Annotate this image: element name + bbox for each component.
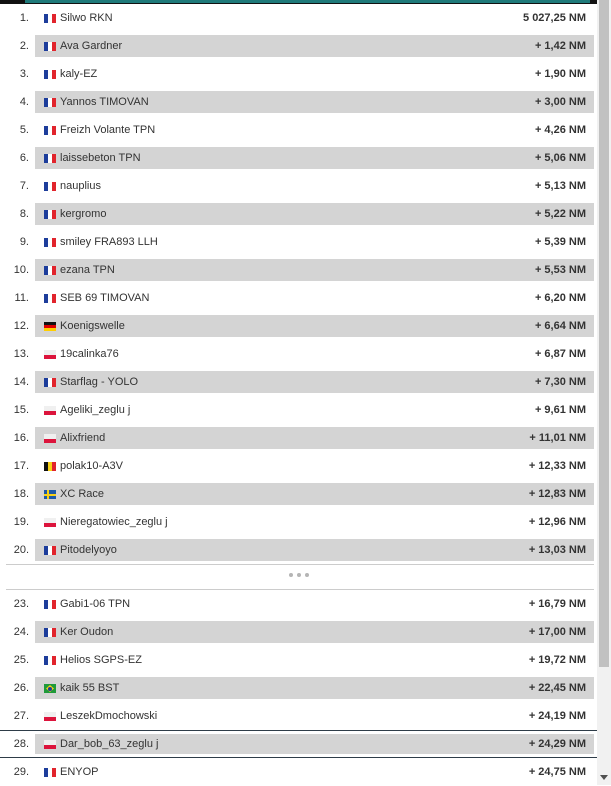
rank-number: 8. (19, 208, 29, 220)
boat-name[interactable]: ezana TPN (60, 264, 115, 276)
germany-flag-icon (44, 322, 56, 331)
distance-value: + 6,20 NM (534, 292, 586, 304)
boat-name[interactable]: Koenigswelle (60, 320, 125, 332)
row-background (35, 63, 594, 85)
boat-name[interactable]: Ageliki_zeglu j (60, 404, 131, 416)
distance-value: + 11,01 NM (529, 432, 586, 444)
scrollbar-thumb[interactable] (599, 0, 609, 667)
boat-name[interactable]: nauplius (60, 180, 101, 192)
row-background (35, 175, 594, 197)
rank-number: 16. (13, 432, 29, 444)
boat-name[interactable]: Silwo RKN (60, 12, 113, 24)
rank-number: 10. (13, 264, 29, 276)
row-background (35, 259, 594, 281)
ranking-row[interactable] (0, 758, 597, 786)
ranking-row[interactable] (0, 256, 597, 284)
row-background (35, 483, 594, 505)
distance-value: + 13,03 NM (528, 544, 586, 556)
france-flag-icon (44, 294, 56, 303)
rank-number: 17. (13, 460, 29, 472)
poland-flag-icon (44, 740, 56, 749)
ranking-row[interactable] (0, 144, 597, 172)
ranking-list (0, 4, 597, 786)
boat-name[interactable]: Pitodelyoyo (60, 544, 117, 556)
rank-number: 25. (13, 654, 29, 666)
france-flag-icon (44, 600, 56, 609)
rank-number: 1. (19, 12, 29, 24)
france-flag-icon (44, 378, 56, 387)
poland-flag-icon (44, 350, 56, 359)
ranking-row[interactable] (0, 590, 597, 618)
ranking-row[interactable] (0, 4, 597, 32)
france-flag-icon (44, 14, 56, 23)
boat-name[interactable]: kaik 55 BST (60, 682, 120, 694)
distance-value: + 3,00 NM (534, 96, 586, 108)
boat-name[interactable]: Alixfriend (60, 432, 106, 444)
boat-name[interactable]: Gabi1-06 TPN (60, 598, 131, 610)
poland-flag-icon (44, 518, 56, 527)
ranking-row[interactable] (0, 32, 597, 60)
ranking-row[interactable] (0, 368, 597, 396)
france-flag-icon (44, 628, 56, 637)
distance-value: + 6,87 NM (534, 348, 586, 360)
rank-number: 11. (14, 292, 29, 304)
france-flag-icon (44, 768, 56, 777)
ranking-row[interactable] (0, 674, 597, 702)
poland-flag-icon (44, 712, 56, 721)
rank-number: 14. (13, 376, 29, 388)
distance-value: + 1,90 NM (534, 68, 586, 80)
rank-number: 6. (19, 152, 29, 164)
boat-name[interactable]: Ava Gardner (60, 40, 123, 52)
ranking-row[interactable] (0, 60, 597, 88)
france-flag-icon (44, 210, 56, 219)
boat-name[interactable]: SEB 69 TIMOVAN (60, 292, 150, 304)
row-background (35, 427, 594, 449)
ranking-row[interactable] (0, 702, 597, 730)
ranking-row[interactable] (0, 228, 597, 256)
row-background (35, 203, 594, 225)
row-background (35, 343, 594, 365)
boat-name[interactable]: Freizh Volante TPN (60, 124, 156, 136)
scroll-down-arrow-icon[interactable] (600, 775, 608, 780)
boat-name[interactable]: Starflag - YOLO (60, 376, 139, 388)
row-background (35, 761, 594, 783)
distance-value: + 24,75 NM (528, 766, 586, 778)
distance-value: + 12,83 NM (528, 488, 586, 500)
boat-name[interactable]: Dar_bob_63_zeglu j (60, 738, 159, 750)
rank-number: 13. (13, 348, 29, 360)
france-flag-icon (44, 42, 56, 51)
boat-name[interactable]: XC Race (60, 488, 105, 500)
distance-value: + 6,64 NM (534, 320, 586, 332)
rank-number: 19. (13, 516, 29, 528)
ranking-row[interactable] (0, 508, 597, 536)
distance-value: + 7,30 NM (534, 376, 586, 388)
distance-value: + 1,42 NM (534, 40, 586, 52)
rank-number: 15. (13, 404, 29, 416)
france-flag-icon (44, 126, 56, 135)
rank-number: 3. (19, 68, 29, 80)
poland-flag-icon (44, 434, 56, 443)
rank-number: 26. (13, 682, 29, 694)
rank-number: 29. (13, 766, 29, 778)
distance-value: + 9,61 NM (534, 404, 586, 416)
rank-number: 28. (13, 738, 29, 750)
rank-number: 5. (19, 124, 29, 136)
ranking-row[interactable] (0, 88, 597, 116)
row-background (35, 7, 594, 29)
ranking-row[interactable] (0, 312, 597, 340)
france-flag-icon (44, 154, 56, 163)
distance-value: + 19,72 NM (528, 654, 586, 666)
separator-line (6, 564, 594, 565)
france-flag-icon (44, 70, 56, 79)
france-flag-icon (44, 182, 56, 191)
ranking-row[interactable] (0, 396, 597, 424)
ranking-row[interactable] (0, 618, 597, 646)
boat-name[interactable]: 19calinka76 (60, 348, 119, 360)
collapsed-rows-separator[interactable] (0, 564, 597, 590)
rank-number: 4. (19, 96, 29, 108)
sweden-flag-icon (44, 490, 56, 499)
boat-name[interactable]: Ker Oudon (60, 626, 114, 638)
rank-number: 18. (13, 488, 29, 500)
ranking-rows-bottom (0, 590, 597, 786)
ranking-row[interactable] (0, 172, 597, 200)
ranking-row[interactable] (0, 480, 597, 508)
ranking-row[interactable] (0, 284, 597, 312)
distance-value: + 12,96 NM (528, 516, 586, 528)
rank-number: 9. (19, 236, 29, 248)
distance-value: + 5,22 NM (534, 208, 586, 220)
ranking-row[interactable] (0, 452, 597, 480)
rank-number: 12. (13, 320, 29, 332)
ranking-row[interactable] (0, 340, 597, 368)
rank-number: 27. (13, 710, 29, 722)
boat-name[interactable]: laissebeton TPN (60, 152, 141, 164)
row-background (35, 621, 594, 643)
rank-number: 20. (13, 544, 29, 556)
distance-value: 5 027,25 NM (523, 12, 586, 24)
ranking-row[interactable] (0, 200, 597, 228)
france-flag-icon (44, 656, 56, 665)
poland-flag-icon (44, 406, 56, 415)
ranking-row-highlighted[interactable] (0, 730, 597, 758)
boat-name[interactable]: Nieregatowiec_zeglu j (60, 516, 168, 528)
boat-name[interactable]: LeszekDmochowski (60, 710, 158, 722)
distance-value: + 22,45 NM (528, 682, 586, 694)
france-flag-icon (44, 98, 56, 107)
ranking-row[interactable] (0, 116, 597, 144)
france-flag-icon (44, 238, 56, 247)
rank-number: 24. (13, 626, 29, 638)
ranking-row[interactable] (0, 646, 597, 674)
distance-value: + 5,13 NM (534, 180, 586, 192)
distance-value: + 16,79 NM (528, 598, 586, 610)
boat-name[interactable]: polak10-A3V (60, 460, 123, 472)
more-dots-icon[interactable] (0, 573, 597, 577)
distance-value: + 24,29 NM (528, 738, 586, 750)
france-flag-icon (44, 546, 56, 555)
rank-number: 7. (19, 180, 29, 192)
boat-name[interactable]: Yannos TIMOVAN (60, 96, 149, 108)
rank-number: 2. (19, 40, 29, 52)
ranking-row[interactable] (0, 536, 597, 564)
boat-name[interactable]: kaly-EZ (60, 68, 98, 80)
distance-value: + 17,00 NM (528, 626, 586, 638)
belgium-flag-icon (44, 462, 56, 471)
row-background (35, 539, 594, 561)
distance-value: + 5,06 NM (534, 152, 586, 164)
distance-value: + 12,33 NM (528, 460, 586, 472)
distance-value: + 4,26 NM (534, 124, 586, 136)
ranking-rows-top (0, 4, 597, 564)
ranking-row[interactable] (0, 424, 597, 452)
boat-name[interactable]: kergromo (60, 208, 107, 220)
distance-value: + 5,53 NM (534, 264, 586, 276)
top-accent-bar (25, 0, 590, 3)
brazil-flag-icon (44, 684, 56, 693)
boat-name[interactable]: smiley FRA893 LLH (60, 236, 158, 248)
boat-name[interactable]: ENYOP (60, 766, 99, 778)
distance-value: + 5,39 NM (534, 236, 586, 248)
france-flag-icon (44, 266, 56, 275)
rank-number: 23. (13, 598, 29, 610)
distance-value: + 24,19 NM (528, 710, 586, 722)
boat-name[interactable]: Helios SGPS-EZ (60, 654, 142, 666)
